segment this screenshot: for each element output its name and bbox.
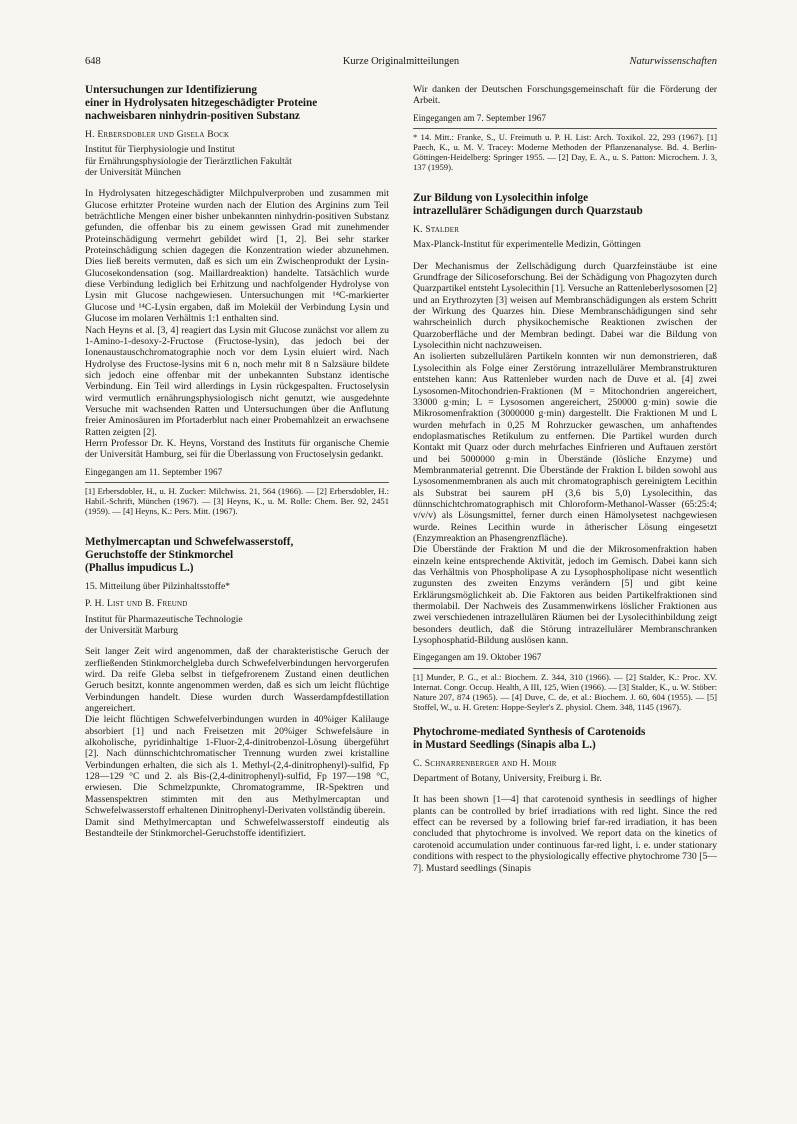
affiliation-line: der Universität München: [85, 167, 181, 179]
title-line: (Phallus impudicus L.): [85, 561, 194, 574]
page-header: [85, 56, 717, 70]
article-title: [413, 192, 717, 218]
acknowledgement: Wir danken der Deutschen Forschungsgemeinschaft für die Förderung der Arbeit.: [413, 84, 717, 107]
affiliation-line: für Ernährungsphysiologie der Tierärztlichen Fakultät: [85, 155, 292, 167]
title-line: Methylmercaptan und Schwefelwasserstoff,: [85, 535, 294, 548]
article-title: [85, 536, 389, 575]
title-line: Phytochrome-mediated Synthesis of Carotenoids: [413, 725, 646, 738]
article-authors: K. Stalder: [413, 224, 460, 236]
article-list-freund-continued: [413, 84, 717, 172]
body-paragraph: Der Mechanismus der Zellschädigung durch Quarzfeinstäube ist eine Grundfrage der Silicoseforschung. Bei der Schädigung von Phagozyten durch Quarzpartikel entsteht Lysolecithin [1]. Versuche an Rattenleberlysosomen [2] und an Erythrozyten [3] weisen auf Membranschädigungen als erstem Schritt der Wirkung des Quarzes hin. Diese Membranschädigungen sind sehr wahrscheinlich durch physikochemische Reaktionen zwischen der Quarzoberfläche und der Membran bedingt. Dabei war die Bildung von Lysolecithin nicht nachzuweisen.: [413, 260, 717, 352]
article-authors: H. Erbersdobler und Gisela Bock: [85, 129, 230, 140]
title-line: Zur Bildung von Lysolecithin infolge: [413, 192, 589, 205]
body-paragraph: An isolierten subzellulären Partikeln konnten wir nun demonstrieren, daß Lysolecithin als Folge einer Zerstörung intrazellulärer Membranstrukturen entstehen kann: Aus Rattenleber wurden nach de Duve et al. [4] zwei Lysosomen-Mitochondrien-Fraktionen (M = Mitochondrien angereichert, 33000 g·min; L = Lysosomen angereichert, 250000 g·min) sowie die Mikrosomenfraktion (3000000 g·min) dargestellt. Die Fraktionen M und L wurden mehrfach in 0,25 M Rohrzucker gewaschen, um anhaftendes endoplasmatisches Retikulum zu entfernen. Die Partikel wurden durch Kontakt mit Quarz oder durch mehrfaches Einfrieren und Auftauen zerstört und bei 5000000 g·min in Überstände (lösliche Enzyme) und Membranmaterial getrennt. Die Überstände der Fraktion L bilden sowohl aus Lysosomenmembranen als auch mit chromatographisch gereinigtem Lecithin als Substrat bei saurem pH (3,6 bis 5,0) Lysolecithin, das dünnschichtchromatographisch mit Chloroform-Methanol-Wasser (65:25:4; v/v/v) als Lösungsmittel, ferner durch einen Hämolysetest nachgewiesen wurde. Reines Lecithin wurde in ätherischer Lösung eingesetzt (Enzymreaktion an Phasengrenzfläche).: [413, 351, 717, 544]
left-column: [85, 84, 389, 839]
title-line: intrazellulärer Schädigungen durch Quarzstaub: [413, 205, 643, 218]
body-paragraph: Nach Heyns et al. [3, 4] reagiert das Lysin mit Glucose zunächst vor allem zu 1-Amino-1-desoxy-2-Fructose (Fructose-lysin), das jedoch bei der Ionenaustauschchromatographie noch vor dem Lysin eluiert wird. Nach Hydrolyse des Fructose-lysins mit 6 n, noch mehr mit 8 n Salzsäure bildete sich jedoch eine offenbar mit der unbekannten Substanz identische Verbindung. Ein Teil wird allerdings in Lysin rückgespalten. Fructoselysin wird vermutlich ernährungsphysiologisch nicht genutzt, wie ausgedehnte Versuche mit wachsenden Ratten und Untersuchungen über die Anflutung freier Aminosäuren im Pfortaderblut nach einer Probemahlzeit an erwachsene Ratten zeigten [2].: [85, 324, 389, 438]
article-stalder: [413, 192, 717, 712]
page-number: 648: [85, 56, 101, 67]
title-line: einer in Hydrolysaten hitzegeschädigter Proteine: [85, 97, 318, 109]
affiliation-line: der Universität Marburg: [85, 625, 179, 636]
affiliation-line: Institut für Pharmazeutische Technologie: [85, 613, 243, 625]
body-paragraph: Seit langer Zeit wird angenommen, daß der charakteristische Geruch der zerfließenden Stinkmorchelgleba durch Schwefelverbindungen hervorgerufen wird. Da reife Gleba selbst in tiefgefrorenem Zustand einen deutlichen Geruch besitzt, konnte angenommen werden, daß es sich um leicht flüchtige Verbindungen handelt. Diese wurden durch Wasserdampfdestillation angereichert.: [85, 646, 389, 715]
article-affiliation: [85, 144, 389, 178]
body-paragraph: Damit sind Methylmercaptan und Schwefelwasserstoff eindeutig als Bestandteile der Stinkmorchel-Geruchstoffe identifiziert.: [85, 816, 389, 839]
section-title: Kurze Originalmitteilungen: [342, 56, 460, 67]
received-date: Eingegangen am 11. September 1967: [85, 466, 223, 477]
article-authors: P. H. List und B. Freund: [85, 598, 188, 610]
title-line: in Mustard Seedlings (Sinapis alba L.): [413, 738, 596, 751]
right-column: [413, 84, 717, 874]
article-title: [413, 726, 717, 752]
references: * 14. Mitt.: Franke, S., U. Freimuth u. P. H. List: Arch. Toxikol. 22, 293 (1967). [1] Paech, K., u. M. V. Tracey: Moderne Methoden der Pflanzenanalyse. Bd. 4. Berlin-Göttingen-Heidelberg: Springer 1955. — [2] Day, E. A., u. S. Patton: Microchem. J. 3, 137 (1959).: [413, 128, 717, 172]
references: [1] Munder, P. G., et al.: Biochem. Z. 344, 310 (1966). — [2] Stalder, K.: Proc. XV. Internat. Congr. Occup. Health, A III, 125, Wien (1966). — [3] Stalder, K., u. W. Stöber: Nature 207, 874 (1965). — [4] Duve, C. de, et al.: Biochem. J. 60, 604 (1955). — [5] Stoffel, W., u. H. Greten: Hoppe-Seyler's Z. physiol. Chem. 348, 1145 (1967).: [413, 668, 717, 712]
article-schnarrenberger: [413, 726, 717, 874]
title-line: nachweisbaren ninhydrin-positiven Substanz: [85, 110, 300, 122]
received-date: Eingegangen am 7. September 1967: [413, 112, 546, 123]
article-authors: C. Schnarrenberger and H. Mohr: [413, 757, 557, 769]
title-line: Untersuchungen zur Identifizierung: [85, 84, 257, 96]
affiliation-line: Institut für Tierphysiologie und Institut: [85, 144, 235, 156]
article-list-freund: [85, 536, 389, 839]
body-paragraph: Die leicht flüchtigen Schwefelverbindungen wurden in 40%iger Kalilauge absorbiert [1] und nach Freisetzen mit 20%iger Schwefelsäure in alkoholische, pyridinhaltige 1-Fluor-2,4-dinitrobenzol-Lösung übergeführt [2]. Nach dünnschichtchromatischer Trennung wurden zwei kristalline Verbindungen erhalten, die sich als 1. Methyl-(2,4-dinitrophenyl)-sulfid, Fp 128—129 °C und 2. als Bis-(2,4-dinitrophenyl)-sulfid, Fp 197—198 °C, erwiesen. Die Schmelzpunkte, Chromatogramme, IR-Spektren und Massenspektren stimmten mit den aus Methylmercaptan und Schwefelwasserstoff erhaltenen Dinitrophenyl-Derivaten vollständig überein.: [85, 714, 389, 817]
article-affiliation: Max-Planck-Institut für experimentelle Medizin, Göttingen: [413, 239, 641, 251]
article-subtitle: 15. Mitteilung über Pilzinhaltsstoffe*: [85, 580, 231, 592]
article-title: [85, 84, 389, 123]
article-affiliation: [85, 614, 389, 637]
body-paragraph: Die Überstände der Fraktion M und die der Mikrosomenfraktion haben einzeln keine entsprechende Aktivität, jedoch im Gemisch. Dabei kann sich das Verhältnis von Phospholipase A zu Lysophospholipase nicht wesentlich zugunsten des zweiten Enzyms verändern [5] und gibt keine Erklärungsmöglichkeit ab. Die Faktoren aus beiden Partikelfraktionen sind thermolabil. Der Nachweis des Zusammenwirkens löslicher Fraktionen aus zwei verschiedenen intrazellulären Räumen bei der Lysolecithinbildung zeigt besonders deutlich, daß die Störung intrazellulärer Membranschranken Lysophosphatid-Bildung auslösen kann.: [413, 544, 717, 647]
body-paragraph: In Hydrolysaten hitzegeschädigter Milchpulverproben und zusammen mit Glucose erhitzter Proteine wurden nach der Elution des Arginins zum Teil beträchtliche Mengen einer bisher unbekannten ninhydrin-positiven Substanz gefunden, die offenbar bis zu einem gewissen Grad mit zunehmender Proteinschädigung vermehrt gebildet wird [1, 2]. Bei sehr starker Proteinschädigung schien dagegen die Konzentration wieder abzunehmen. Dies ließ bereits vermuten, daß es sich um ein Zwischenprodukt der Lysin-Glucosekondensation (sog. Maillardreaktion) handelte. Tatsächlich wurde diese Verbindung lediglich bei Erhitzung und nachfolgender Hydrolyse von Lysin mit Glucose nachgewiesen. Untersuchungen mit ¹⁴C-markierter Glucose und ¹⁴C-Lysin ergaben, daß im Molekül der Verbindung Lysin und Glucose im molaren Verhältnis 1:1 enthalten sind.: [85, 188, 389, 325]
article-erbersdobler: [85, 84, 389, 516]
article-affiliation: Department of Botany, University, Freiburg i. Br.: [413, 773, 602, 785]
journal-name: Naturwissenschaften: [629, 56, 717, 67]
received-date: Eingegangen am 19. Oktober 1967: [413, 652, 542, 663]
title-line: Geruchstoffe der Stinkmorchel: [85, 548, 234, 561]
acknowledgement: Herrn Professor Dr. K. Heyns, Vorstand des Instituts für organische Chemie der Universität Hamburg, sei für die Überlassung von Fructoselysin gedankt.: [85, 437, 389, 461]
references: [1] Erbersdobler, H., u. H. Zucker: Milchwiss. 21, 564 (1966). — [2] Erbersdobler, H.: Habil.-Schrift, München (1967). — [3] Heyns, K., u. M. Rolle: Chem. Ber. 92, 2451 (1959). — [4] Heyns, K.: Pers. Mitt. (1967).: [85, 482, 389, 516]
body-paragraph: It has been shown [1—4] that carotenoid synthesis in seedlings of higher plants can be controlled by brief irradiations with red light. Since the red effect can be reversed by a following brief far-red irradiation, it has been concluded that phytochrome is involved. We report data on the kinetics of carotenoid accumulation under continuous far-red light, i. e. under stationary conditions with respect to the physiologically effective phytochrome 730 [5—7]. Mustard seedlings (Sinapis: [413, 794, 717, 874]
